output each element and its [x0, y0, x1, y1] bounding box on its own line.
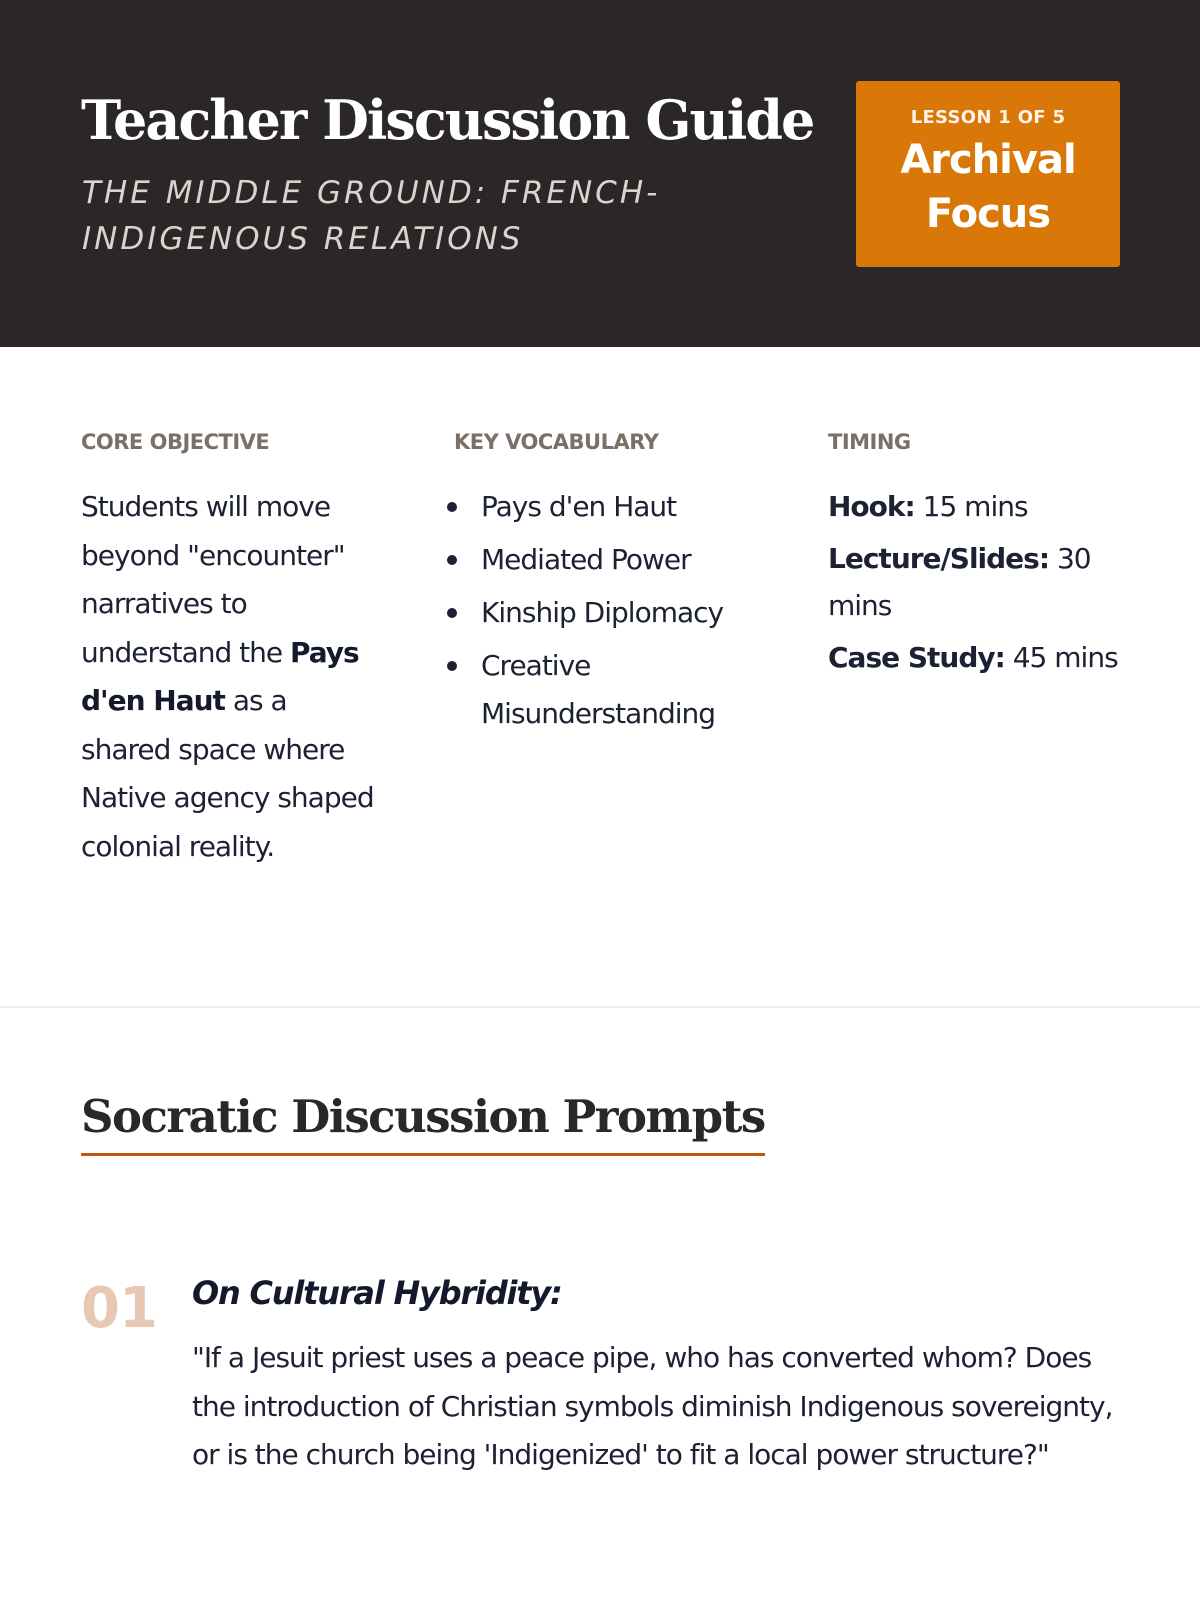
objective-label: CORE OBJECTIVE	[81, 430, 270, 454]
vocabulary-item: Creative Misunderstanding	[447, 642, 707, 738]
page-subtitle: THE MIDDLE GROUND: FRENCH-INDIGENOUS RELATIONS	[82, 175, 661, 257]
timing-item	[828, 634, 1148, 681]
objective-text	[81, 483, 381, 871]
prompt-number: 01	[81, 1276, 157, 1341]
timing-item	[828, 483, 1148, 530]
timing-item	[828, 535, 1148, 629]
vocabulary-list	[447, 483, 767, 743]
header-banner	[0, 0, 1200, 347]
timing-item-value: 30 mins	[828, 542, 1091, 622]
overview-columns	[0, 347, 1200, 1007]
objective-text-start: Students will move beyond "encounter" narratives to understand the	[81, 490, 345, 669]
objective-text-end: as a shared space where Native agency shaped colonial reality.	[81, 684, 374, 863]
lesson-counter: LESSON 1 OF 5	[910, 107, 1066, 128]
timing-label: TIMING	[828, 430, 911, 454]
timing-item-name: Hook:	[828, 490, 915, 523]
timing-list	[828, 483, 1148, 686]
prompt-heading: On Cultural Hybridity:	[192, 1274, 562, 1312]
lesson-badge	[856, 81, 1120, 267]
vocabulary-item: Pays d'en Haut	[447, 483, 767, 531]
section-divider	[0, 1006, 1200, 1008]
badge-title: Archival Focus	[900, 137, 1076, 237]
timing-item-name: Case Study:	[828, 641, 1005, 674]
timing-item-name: Lecture/Slides:	[828, 542, 1050, 575]
vocabulary-item: Mediated Power	[447, 536, 767, 584]
objective-text-bold: Pays d'en Haut	[81, 635, 359, 717]
timing-item-value: 45 mins	[1012, 641, 1118, 674]
vocabulary-item: Kinship Diplomacy	[447, 589, 767, 637]
prompt-text: "If a Jesuit priest uses a peace pipe, who has converted whom? Does the introduction of Christian symbols diminish Indigenous sovereignty, or is the church being 'Indigenized' to fit a local power structure?"	[192, 1341, 1113, 1471]
timing-item-value: 15 mins	[922, 490, 1028, 523]
prompts-section-title: Socratic Discussion Prompts	[81, 1090, 765, 1156]
page-title: Teacher Discussion Guide	[81, 88, 814, 152]
vocabulary-label: KEY VOCABULARY	[454, 430, 659, 454]
